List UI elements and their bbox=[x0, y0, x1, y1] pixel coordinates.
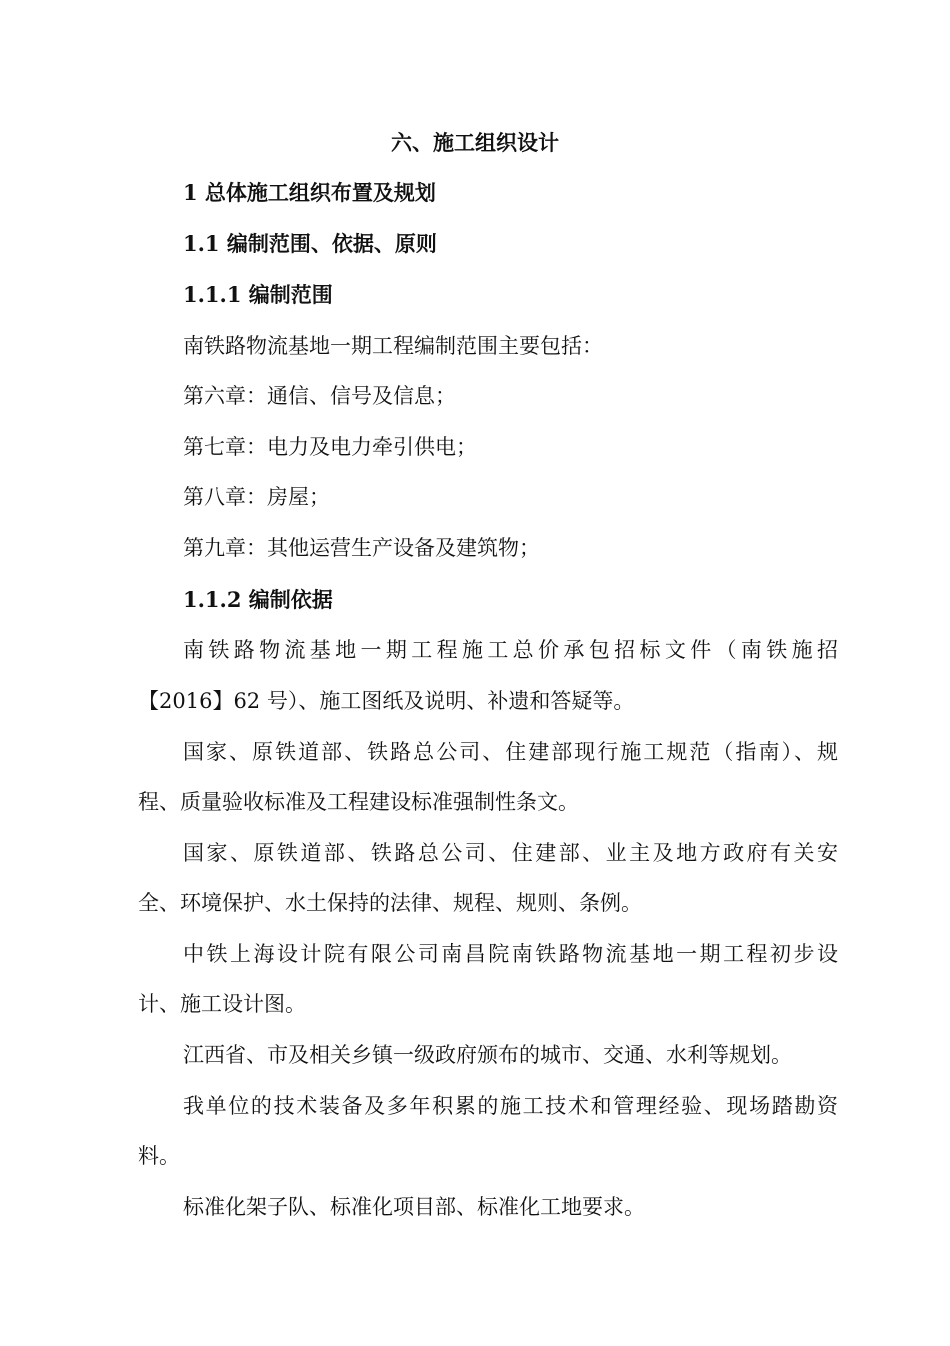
basis-paragraph-line: 中铁上海设计院有限公司南昌院南铁路物流基地一期工程初步设 bbox=[183, 942, 838, 966]
basis-paragraph-line: 我单位的技术装备及多年积累的施工技术和管理经验、现场踏勘资 bbox=[183, 1094, 838, 1118]
scope-intro: 南铁路物流基地一期工程编制范围主要包括： bbox=[183, 334, 603, 358]
scope-item: 第九章：其他运营生产设备及建筑物； bbox=[183, 536, 540, 560]
basis-paragraph-line: 国家、原铁道部、铁路总公司、住建部、业主及地方政府有关安 bbox=[183, 841, 838, 865]
scope-item: 第六章：通信、信号及信息； bbox=[183, 384, 456, 408]
basis-paragraph-line: 计、施工设计图。 bbox=[138, 992, 306, 1016]
basis-paragraph-line: 【2016】62 号）、施工图纸及说明、补遗和答疑等。 bbox=[138, 689, 635, 713]
basis-paragraph-line: 南铁路物流基地一期工程施工总价承包招标文件（南铁施招 bbox=[183, 638, 838, 662]
scope-item: 第七章：电力及电力牵引供电； bbox=[183, 435, 477, 459]
basis-paragraph-line: 料。 bbox=[138, 1144, 180, 1168]
basis-paragraph-line: 全、环境保护、水土保持的法律、规程、规则、条例。 bbox=[138, 891, 642, 915]
page-title: 六、施工组织设计 bbox=[391, 130, 559, 155]
heading-1-1-1: 1.1.1 编制范围 bbox=[183, 282, 333, 307]
heading-1-1: 1.1 编制范围、依据、原则 bbox=[183, 231, 437, 256]
heading-1: 1 总体施工组织布置及规划 bbox=[183, 180, 436, 205]
basis-paragraph-line: 江西省、市及相关乡镇一级政府颁布的城市、交通、水利等规划。 bbox=[183, 1043, 792, 1067]
basis-paragraph-line: 程、质量验收标准及工程建设标准强制性条文。 bbox=[138, 790, 579, 814]
scope-item: 第八章：房屋； bbox=[183, 485, 330, 509]
heading-1-1-2: 1.1.2 编制依据 bbox=[183, 587, 333, 612]
basis-paragraph-line: 国家、原铁道部、铁路总公司、住建部现行施工规范（指南）、规 bbox=[183, 740, 838, 764]
basis-paragraph-line: 标准化架子队、标准化项目部、标准化工地要求。 bbox=[183, 1195, 645, 1219]
